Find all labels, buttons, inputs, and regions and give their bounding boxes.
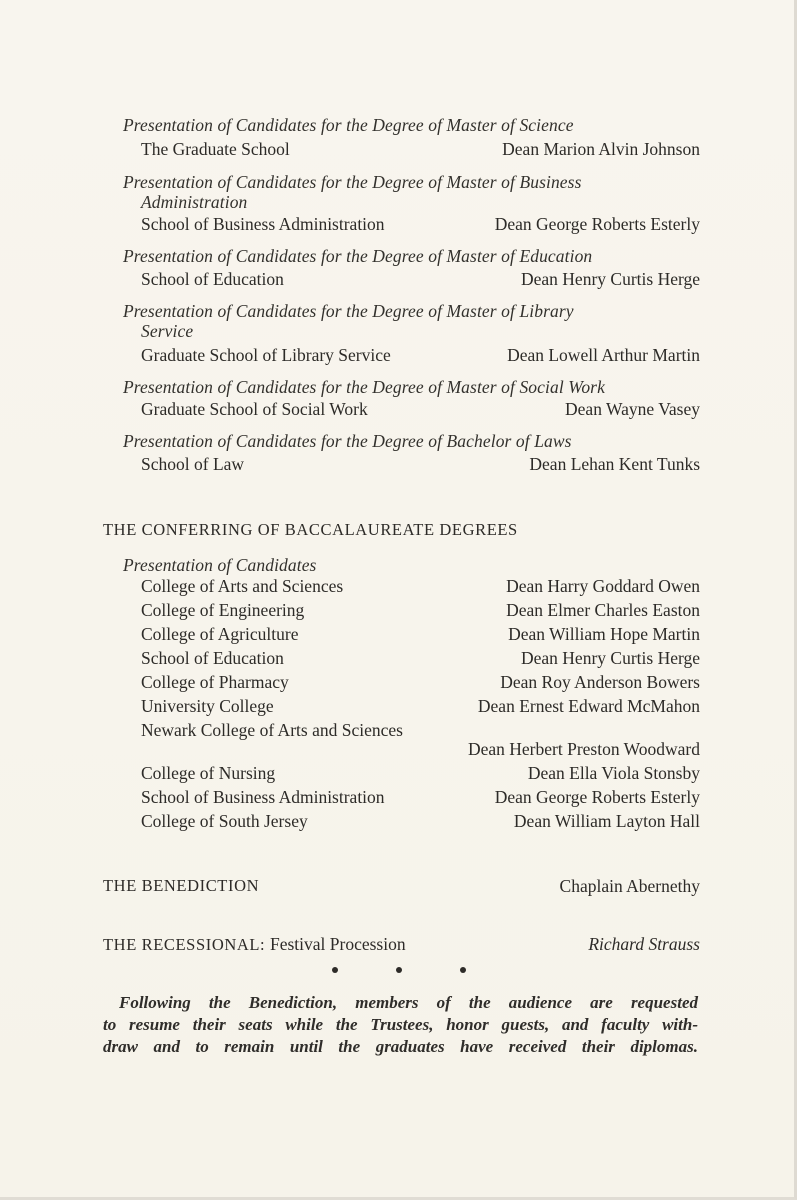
recessional-composer: Richard Strauss (588, 934, 700, 954)
heading-line: Presentation of Candidates for the Degree of Master of Education (123, 246, 593, 266)
dean-name: Dean Ella Viola Stonsby (527, 763, 700, 783)
heading-line: Administration (141, 192, 248, 212)
recessional-title-group (103, 932, 406, 957)
divider-dot (396, 967, 402, 973)
dean-name: Dean William Hope Martin (508, 624, 700, 644)
closing-line: to resume their seats while the Trustees, honor guests, and faculty with- (103, 1015, 698, 1034)
baccalaureate-subheading (0, 555, 797, 575)
benediction-title: THE BENEDICTION (103, 876, 260, 895)
presentation-row (0, 137, 797, 161)
school-name: School of Law (141, 454, 245, 474)
dean-name: Dean George Roberts Esterly (494, 787, 700, 807)
school-name: School of Business Administration (141, 214, 385, 234)
closing-line: Following the Benediction, members of the audience are requested (119, 993, 698, 1012)
dean-name: Dean Lowell Arthur Martin (507, 345, 700, 365)
dean-name: Dean Henry Curtis Herge (521, 269, 700, 289)
school-name: College of Engineering (141, 600, 305, 620)
heading-line: Presentation of Candidates for the Degree of Master of Business (123, 172, 582, 192)
presentation-heading (0, 115, 797, 135)
heading-line: Presentation of Candidates for the Degree of Bachelor of Laws (123, 431, 572, 451)
subheading-line: Presentation of Candidates (123, 555, 317, 575)
baccalaureate-row (0, 574, 797, 598)
ornamental-divider (0, 960, 797, 980)
school-name: School of Education (141, 648, 284, 668)
dean-name: Dean Harry Goddard Owen (506, 576, 700, 596)
presentation-row (0, 397, 797, 421)
baccalaureate-row (0, 622, 797, 646)
heading-line: Presentation of Candidates for the Degree of Master of Science (123, 115, 574, 135)
school-name: College of Pharmacy (141, 672, 289, 692)
school-name: Graduate School of Social Work (141, 399, 368, 419)
dean-name: Dean Lehan Kent Tunks (529, 454, 700, 474)
baccalaureate-section-title (0, 518, 797, 542)
heading-line: Service (141, 321, 194, 341)
school-name: College of Arts and Sciences (141, 576, 344, 596)
school-name: School of Business Administration (141, 787, 385, 807)
heading-line: Presentation of Candidates for the Degree of Master of Social Work (123, 377, 605, 397)
baccalaureate-row (0, 809, 797, 833)
closing-line: draw and to remain until the graduates have received their diplomas. (103, 1037, 698, 1056)
baccalaureate-row (0, 737, 797, 761)
dean-name: Dean Wayne Vasey (565, 399, 700, 419)
dean-name: Dean Roy Anderson Bowers (500, 672, 700, 692)
benediction-row (0, 874, 797, 898)
presentation-row (0, 343, 797, 367)
presentation-row (0, 267, 797, 291)
baccalaureate-row (0, 761, 797, 785)
presentation-heading (0, 246, 797, 266)
heading-line: Presentation of Candidates for the Degree of Master of Library (123, 301, 574, 321)
presentation-row (0, 452, 797, 476)
baccalaureate-row (0, 646, 797, 670)
presentation-heading (0, 172, 797, 212)
presentation-heading (0, 377, 797, 397)
closing-note (103, 992, 698, 1058)
dean-name: Dean Elmer Charles Easton (506, 600, 700, 620)
presentation-heading (0, 431, 797, 451)
section-title: THE CONFERRING OF BACCALAUREATE DEGREES (103, 520, 518, 539)
baccalaureate-row (0, 785, 797, 809)
school-name: College of Nursing (141, 763, 276, 783)
recessional-row (0, 932, 797, 956)
school-name: Newark College of Arts and Sciences (141, 720, 403, 740)
baccalaureate-row (0, 598, 797, 622)
baccalaureate-row (0, 694, 797, 718)
dean-name: Dean Ernest Edward McMahon (477, 696, 700, 716)
dean-name: Dean George Roberts Esterly (494, 214, 700, 234)
school-name: College of Agriculture (141, 624, 299, 644)
recessional-title: THE RECESSIONAL: (103, 935, 266, 954)
school-name: Graduate School of Library Service (141, 345, 391, 365)
school-name: School of Education (141, 269, 284, 289)
school-name: College of South Jersey (141, 811, 308, 831)
school-name: The Graduate School (141, 139, 290, 159)
baccalaureate-row (0, 670, 797, 694)
benediction-officiant: Chaplain Abernethy (559, 876, 700, 896)
dean-name: Dean William Layton Hall (513, 811, 700, 831)
school-name: University College (141, 696, 274, 716)
recessional-piece: Festival Procession (269, 934, 406, 954)
dean-name: Dean Herbert Preston Woodward (467, 739, 700, 759)
presentation-row (0, 212, 797, 236)
dean-name: Dean Marion Alvin Johnson (502, 139, 700, 159)
dean-name: Dean Henry Curtis Herge (521, 648, 700, 668)
presentation-heading (0, 301, 797, 341)
divider-dot (460, 967, 466, 973)
divider-dot (332, 967, 338, 973)
